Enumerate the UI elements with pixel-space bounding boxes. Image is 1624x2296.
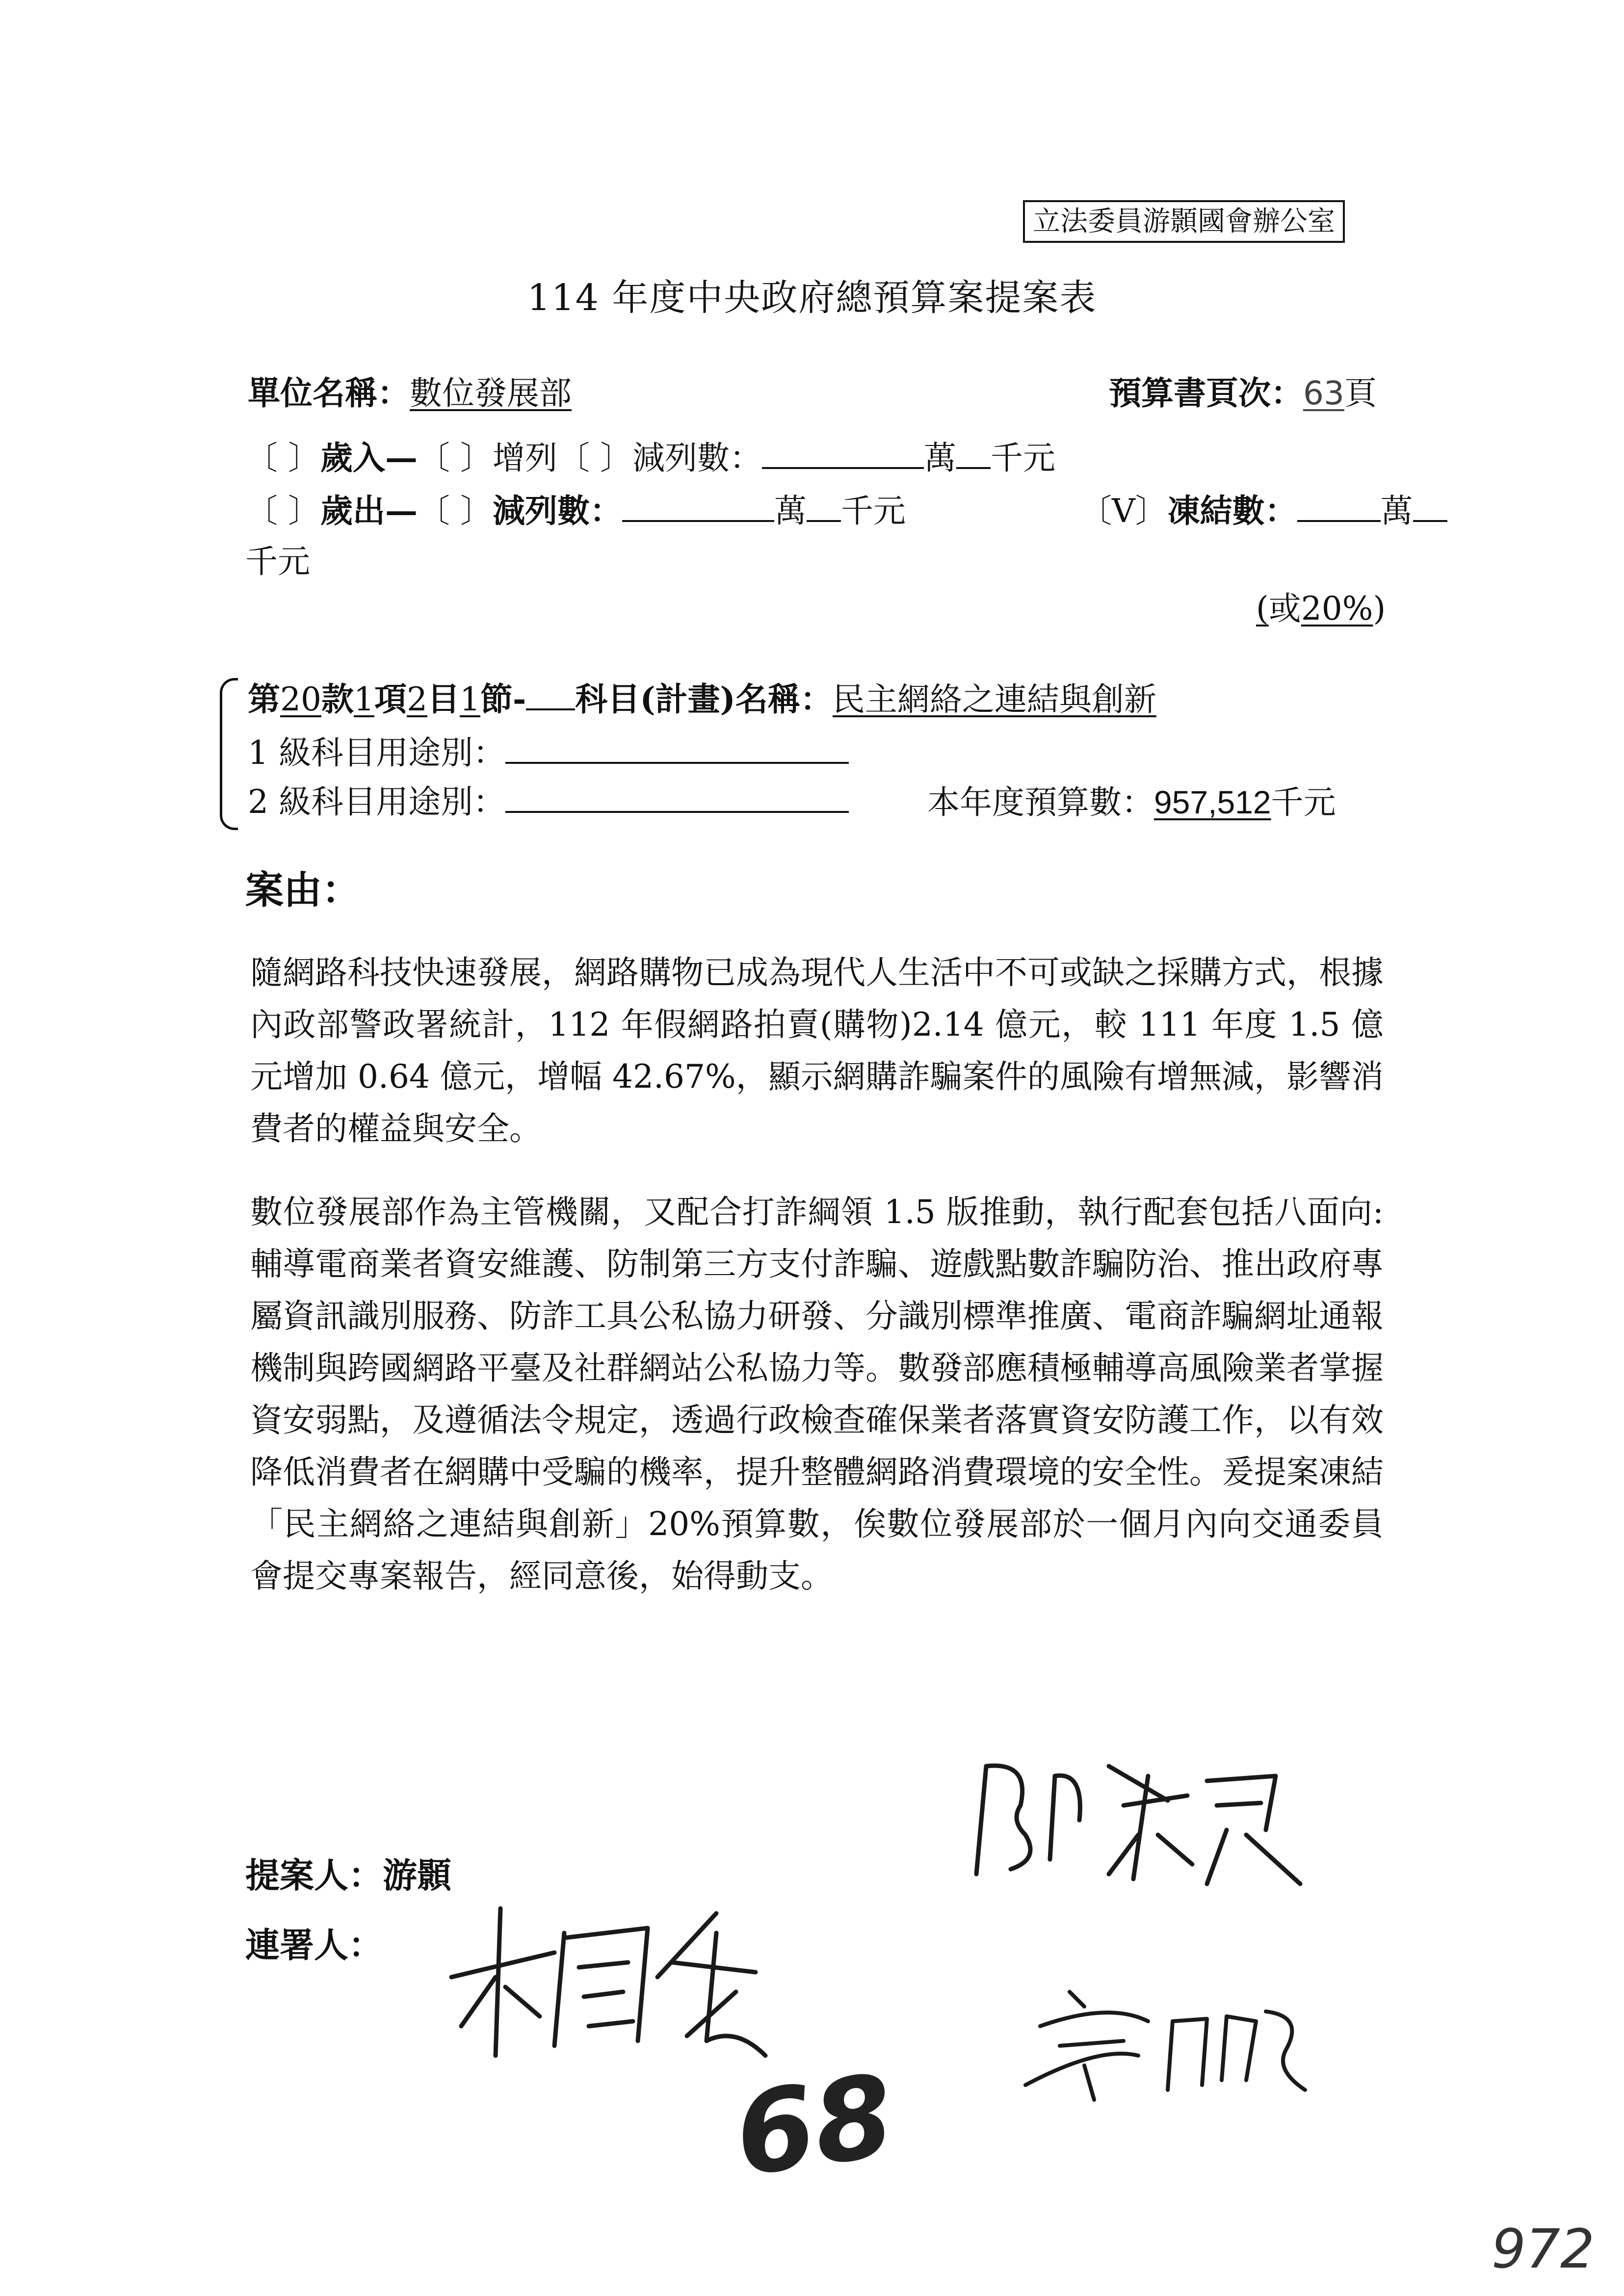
revenue-decrease-label: 減列數： bbox=[632, 439, 762, 477]
level2-blank bbox=[505, 810, 849, 813]
revenue-increase: 增列 bbox=[492, 439, 557, 477]
expense-box2: 〔 〕 bbox=[417, 492, 493, 530]
ratio-or: 或 bbox=[1268, 590, 1301, 627]
annual-budget-label: 本年度預算數： bbox=[927, 783, 1154, 821]
freeze-wan: 萬 bbox=[1380, 492, 1413, 530]
proposer-row bbox=[245, 1855, 451, 1896]
expense-decrease-label: 減列數： bbox=[492, 492, 622, 530]
reason-paragraph-2: 數位發展部作為主管機關，又配合打詐綱領 1.5 版推動，執行配套包括八面向:輔導電商業者資安維護、防制第三方支付詐騙、遊戲點數詐騙防治、推出政府專屬資訊識別服務、防詐工具公私協力研發、分識別標準推廣、電商詐騙網址通報機制與跨國網路平臺及社群網站公私協力等。數發部應積極輔導高風險業者掌握資安弱點，及遵循法令規定，透過行政檢查確保業者落實資安防護工作，以有效降低消費者在網購中受騙的機率，提升整體網路消費環境的安全性。爰提案凍結「民主網絡之連結與創新」20%預算數，俟數位發展部於一個月內向交通委員會提交專案報告，經同意後，始得動支。 bbox=[250, 1193, 1384, 1595]
level2-row bbox=[248, 783, 849, 821]
freeze-label: 凍結數： bbox=[1167, 492, 1297, 530]
item-mu: 2 bbox=[406, 680, 427, 718]
freeze-wan-blank bbox=[1297, 520, 1381, 522]
ratio-value: 20% bbox=[1301, 590, 1373, 627]
page-number: 68 bbox=[727, 2050, 902, 2202]
revenue-line bbox=[245, 439, 1055, 477]
item-mu-label: 目 bbox=[427, 680, 460, 718]
budget-page-value: 63 bbox=[1303, 374, 1344, 412]
expense-qianyuan: 千元 bbox=[840, 492, 906, 530]
annual-budget-unit: 千元 bbox=[1271, 783, 1336, 821]
item-kuan-label: 款 bbox=[321, 680, 354, 718]
reason-heading: 案由： bbox=[245, 868, 361, 913]
item-xiang-label: 項 bbox=[374, 680, 407, 718]
item-subject-label: 科目(計畫)名稱： bbox=[575, 680, 833, 718]
unit-value: 數位發展部 bbox=[410, 374, 572, 412]
revenue-wan-blank bbox=[762, 467, 924, 469]
corner-number: 972 bbox=[1492, 2218, 1595, 2280]
revenue-qian-blank bbox=[956, 467, 991, 469]
revenue-wan: 萬 bbox=[923, 439, 956, 477]
signature-1 bbox=[442, 1879, 795, 2065]
expense-wan-blank bbox=[622, 520, 774, 522]
expense-label: 歲出— bbox=[320, 492, 418, 530]
expense-qian-blank bbox=[807, 520, 841, 522]
annual-budget-value: 957,512 bbox=[1154, 784, 1271, 820]
unit-label: 單位名稱： bbox=[248, 374, 410, 412]
revenue-box2: 〔 〕 bbox=[417, 439, 493, 477]
signature-3 bbox=[1011, 1972, 1325, 2110]
item-xiang: 1 bbox=[353, 680, 374, 718]
item-di: 第 bbox=[248, 680, 280, 718]
expense-line bbox=[245, 492, 906, 530]
item-jie-label: 節- bbox=[480, 680, 526, 718]
budget-page-label: 預算書頁次： bbox=[1109, 374, 1303, 412]
freeze-group bbox=[1079, 492, 1447, 530]
cosigner-label: 連署人： bbox=[245, 1925, 383, 1965]
reason-paragraph-1: 隨網路科技快速發展，網路購物已成為現代人生活中不可或缺之採購方式，根據內政部警政署統計，112 年假網路拍賣(購物)2.14 億元，較 111 年度 1.5 億元增加 0.64 億元，增幅 42.67%，顯示網購詐騙案件的風險有增無減，影響消費者的權益與安全。 bbox=[250, 954, 1384, 1148]
expense-box1: 〔 〕 bbox=[245, 492, 320, 530]
item-kuan: 20 bbox=[280, 680, 321, 718]
revenue-qianyuan: 千元 bbox=[990, 439, 1055, 477]
office-stamp: 立法委員游顥國會辦公室 bbox=[1023, 200, 1345, 243]
freeze-box: 〔V〕 bbox=[1079, 492, 1168, 530]
page-title: 114 年度中央政府總預算案提案表 bbox=[527, 277, 1097, 319]
revenue-label: 歲入— bbox=[320, 439, 418, 477]
budget-page-row bbox=[1109, 374, 1377, 412]
item-subject-value: 民主網絡之連結與創新 bbox=[832, 680, 1156, 718]
item-subject-blank bbox=[526, 708, 575, 710]
freeze-qianyuan: 千元 bbox=[245, 543, 310, 580]
level1-row bbox=[248, 734, 849, 772]
unit-row bbox=[248, 374, 572, 412]
revenue-box3: 〔 〕 bbox=[557, 439, 632, 477]
item-brace bbox=[220, 678, 238, 830]
level2-label: 2 級科目用途別： bbox=[248, 783, 505, 821]
revenue-box1: 〔 〕 bbox=[245, 439, 320, 477]
level1-label: 1 級科目用途別： bbox=[248, 734, 505, 772]
ratio-open: ( bbox=[1256, 590, 1269, 627]
item-jie: 1 bbox=[459, 680, 480, 718]
ratio-close: ) bbox=[1373, 590, 1386, 627]
signature-2 bbox=[962, 1747, 1335, 1894]
proposer-label: 提案人： bbox=[245, 1855, 383, 1896]
proposer-name: 游顥 bbox=[383, 1855, 451, 1896]
ratio-note bbox=[1256, 590, 1386, 627]
budget-page-suffix: 頁 bbox=[1344, 374, 1377, 412]
annual-budget-row bbox=[927, 783, 1336, 821]
expense-wan: 萬 bbox=[774, 492, 807, 530]
item-row bbox=[248, 680, 1156, 718]
level1-blank bbox=[505, 761, 849, 764]
freeze-qian-blank bbox=[1413, 520, 1447, 522]
